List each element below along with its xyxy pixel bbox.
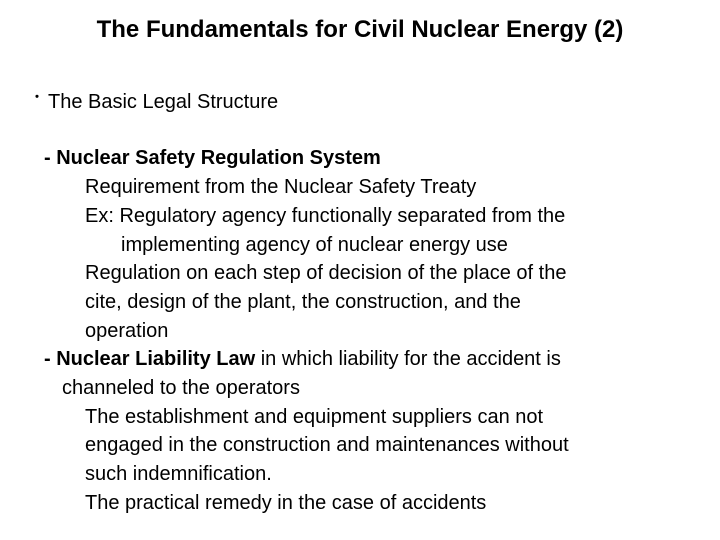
slide-title: The Fundamentals for Civil Nuclear Energy (2) [96,16,624,43]
section1-line: operation [85,320,169,342]
section2-line: such indemnification. [85,463,272,485]
section2-line: The establishment and equipment suppliers can not [85,406,544,428]
section1-line: Regulation on each step of decision of the place of the [85,262,567,284]
section2-line: The practical remedy in the case of accidents [85,492,487,514]
section1-line: cite, design of the plant, the construction, and the [85,291,521,313]
bullet-icon: ・ [30,89,44,105]
liability-law-rest: in which liability for the accident is [255,348,561,370]
section-heading-liability-law [44,345,561,374]
section1-line: Requirement from the Nuclear Safety Treaty [85,176,477,198]
liability-law-bold: - Nuclear Liability Law [44,348,256,370]
bullet-item-basic-legal-structure [30,88,278,117]
section1-line: implementing agency of nuclear energy use [121,234,508,256]
section1-line: Ex: Regulatory agency functionally separated from the [85,205,566,227]
bullet-text: The Basic Legal Structure [48,91,279,113]
section2-heading-continuation: channeled to the operators [62,377,300,399]
section2-line: engaged in the construction and maintenances without [85,434,569,456]
section-heading-safety-regulation: - Nuclear Safety Regulation System [44,147,381,169]
